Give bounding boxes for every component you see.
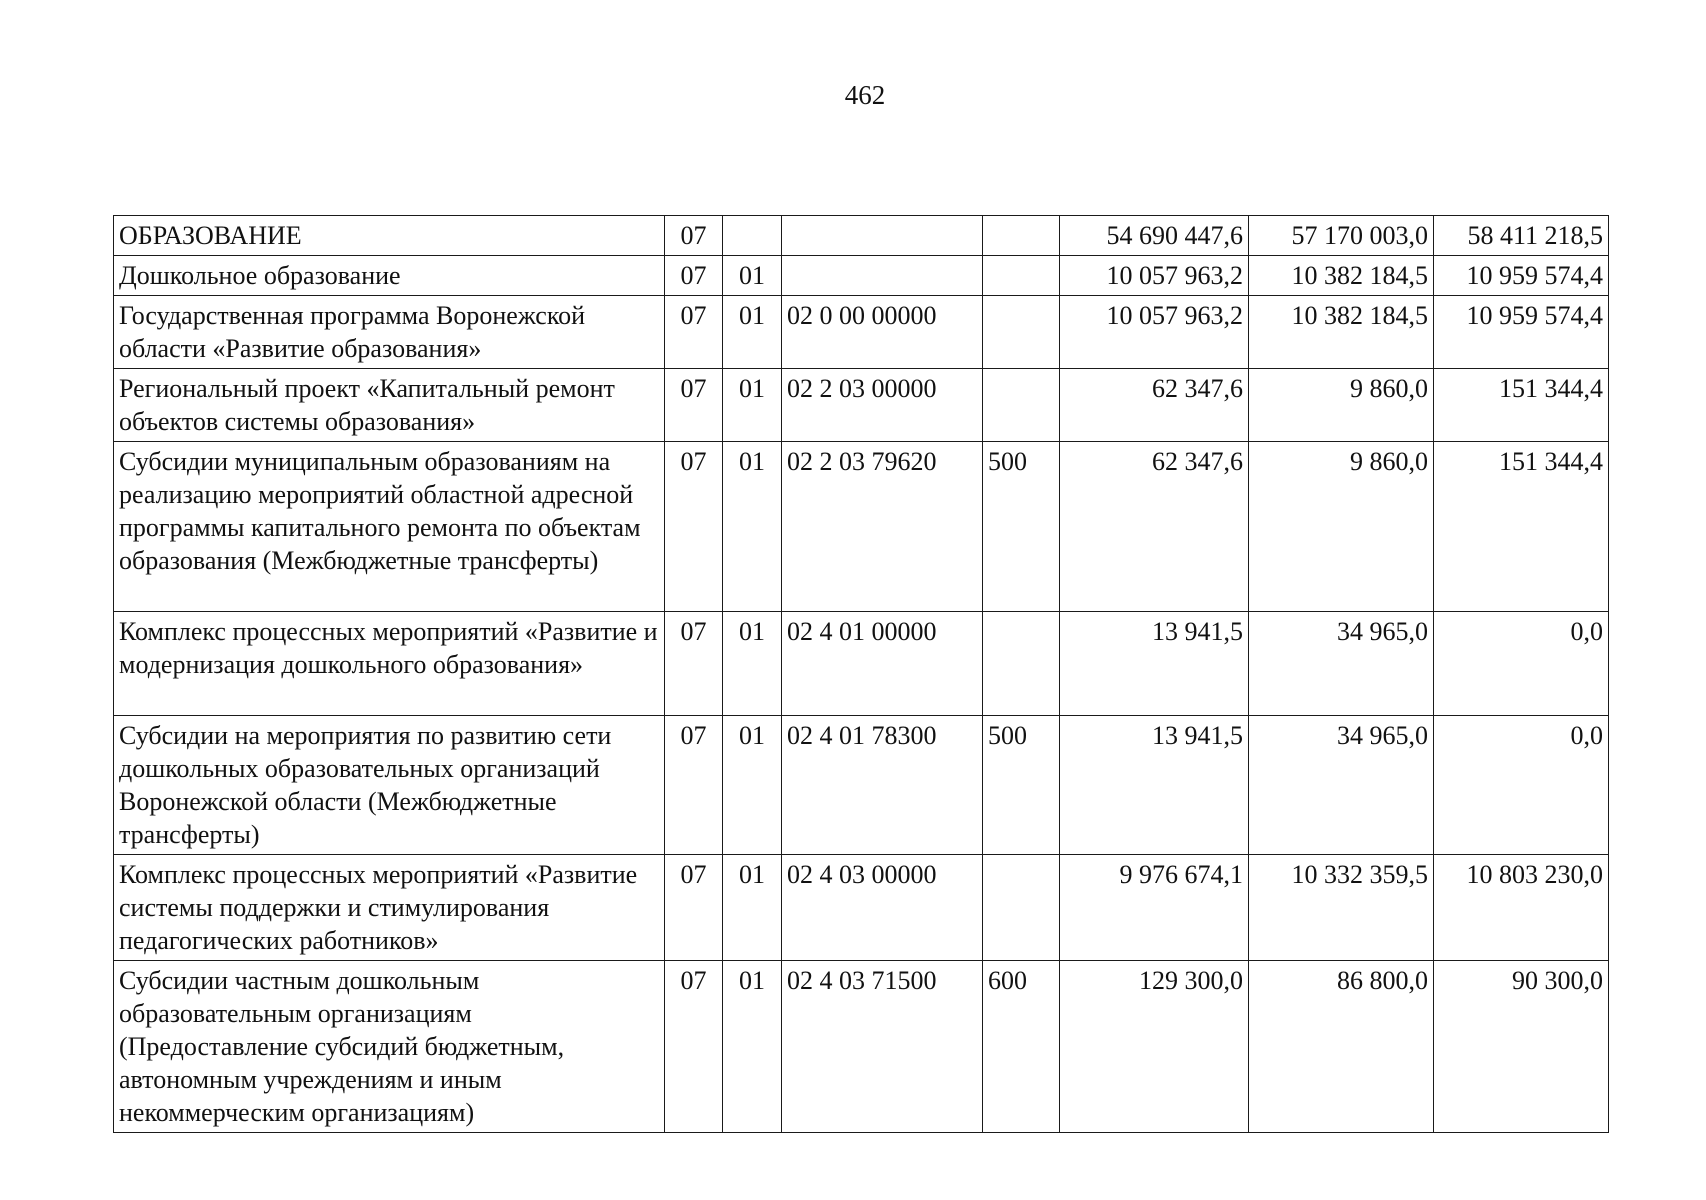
table-row [114, 612, 1609, 716]
expense-type-code [983, 612, 1060, 716]
section-code: 07 [665, 442, 723, 612]
amount-year-3: 10 959 574,4 [1434, 256, 1609, 296]
section-code: 07 [665, 612, 723, 716]
amount-year-2: 34 965,0 [1249, 612, 1434, 716]
section-code: 07 [665, 216, 723, 256]
row-name: ОБРАЗОВАНИЕ [114, 216, 665, 256]
expense-type-code [983, 369, 1060, 442]
amount-year-2: 9 860,0 [1249, 442, 1434, 612]
target-article-code: 02 4 03 71500 [782, 961, 983, 1133]
amount-year-2: 86 800,0 [1249, 961, 1434, 1133]
table-row [114, 855, 1609, 961]
amount-year-1: 10 057 963,2 [1060, 296, 1249, 369]
expense-type-code: 500 [983, 716, 1060, 855]
amount-year-2: 34 965,0 [1249, 716, 1434, 855]
amount-year-1: 13 941,5 [1060, 612, 1249, 716]
section-code: 07 [665, 256, 723, 296]
expense-type-code [983, 855, 1060, 961]
target-article-code: 02 4 03 00000 [782, 855, 983, 961]
subsection-code: 01 [723, 296, 782, 369]
table-row [114, 256, 1609, 296]
section-code: 07 [665, 296, 723, 369]
amount-year-3: 0,0 [1434, 612, 1609, 716]
amount-year-1: 62 347,6 [1060, 442, 1249, 612]
amount-year-1: 129 300,0 [1060, 961, 1249, 1133]
expense-type-code: 600 [983, 961, 1060, 1133]
amount-year-3: 58 411 218,5 [1434, 216, 1609, 256]
row-name: Субсидии на мероприятия по развитию сети дошкольных образовательных организаций Воронежской области (Межбюджетные трансферты) [114, 716, 665, 855]
amount-year-1: 62 347,6 [1060, 369, 1249, 442]
row-name: Комплекс процессных мероприятий «Развитие и модернизация дошкольного образования» [114, 612, 665, 716]
table-row [114, 216, 1609, 256]
target-article-code [782, 216, 983, 256]
amount-year-2: 10 382 184,5 [1249, 296, 1434, 369]
budget-table [113, 215, 1609, 1133]
amount-year-1: 54 690 447,6 [1060, 216, 1249, 256]
table-row [114, 961, 1609, 1133]
amount-year-2: 10 332 359,5 [1249, 855, 1434, 961]
amount-year-1: 9 976 674,1 [1060, 855, 1249, 961]
target-article-code: 02 0 00 00000 [782, 296, 983, 369]
amount-year-3: 10 803 230,0 [1434, 855, 1609, 961]
amount-year-3: 151 344,4 [1434, 369, 1609, 442]
table-row [114, 442, 1609, 612]
amount-year-3: 0,0 [1434, 716, 1609, 855]
section-code: 07 [665, 961, 723, 1133]
row-name: Региональный проект «Капитальный ремонт объектов системы образования» [114, 369, 665, 442]
amount-year-2: 57 170 003,0 [1249, 216, 1434, 256]
expense-type-code [983, 296, 1060, 369]
amount-year-3: 90 300,0 [1434, 961, 1609, 1133]
target-article-code: 02 2 03 00000 [782, 369, 983, 442]
target-article-code: 02 2 03 79620 [782, 442, 983, 612]
expense-type-code [983, 216, 1060, 256]
page-number: 462 [844, 80, 886, 110]
amount-year-2: 9 860,0 [1249, 369, 1434, 442]
row-name: Государственная программа Воронежской области «Развитие образования» [114, 296, 665, 369]
subsection-code: 01 [723, 716, 782, 855]
section-code: 07 [665, 716, 723, 855]
subsection-code: 01 [723, 855, 782, 961]
table-row [114, 296, 1609, 369]
amount-year-1: 13 941,5 [1060, 716, 1249, 855]
row-name: Субсидии частным дошкольным образовательным организациям (Предоставление субсидий бюджетным, автономным учреждениям и иным некоммерческим организациям) [114, 961, 665, 1133]
row-name: Комплекс процессных мероприятий «Развитие системы поддержки и стимулирования педагогических работников» [114, 855, 665, 961]
target-article-code: 02 4 01 78300 [782, 716, 983, 855]
table-row [114, 369, 1609, 442]
section-code: 07 [665, 369, 723, 442]
subsection-code: 01 [723, 369, 782, 442]
row-name: Субсидии муниципальным образованиям на реализацию мероприятий областной адресной программы капитального ремонта по объектам образования (Межбюджетные трансферты) [114, 442, 665, 612]
row-name: Дошкольное образование [114, 256, 665, 296]
table-row [114, 716, 1609, 855]
subsection-code: 01 [723, 256, 782, 296]
subsection-code: 01 [723, 961, 782, 1133]
amount-year-1: 10 057 963,2 [1060, 256, 1249, 296]
target-article-code: 02 4 01 00000 [782, 612, 983, 716]
amount-year-3: 10 959 574,4 [1434, 296, 1609, 369]
subsection-code: 01 [723, 442, 782, 612]
amount-year-3: 151 344,4 [1434, 442, 1609, 612]
amount-year-2: 10 382 184,5 [1249, 256, 1434, 296]
expense-type-code: 500 [983, 442, 1060, 612]
target-article-code [782, 256, 983, 296]
expense-type-code [983, 256, 1060, 296]
section-code: 07 [665, 855, 723, 961]
subsection-code [723, 216, 782, 256]
subsection-code: 01 [723, 612, 782, 716]
